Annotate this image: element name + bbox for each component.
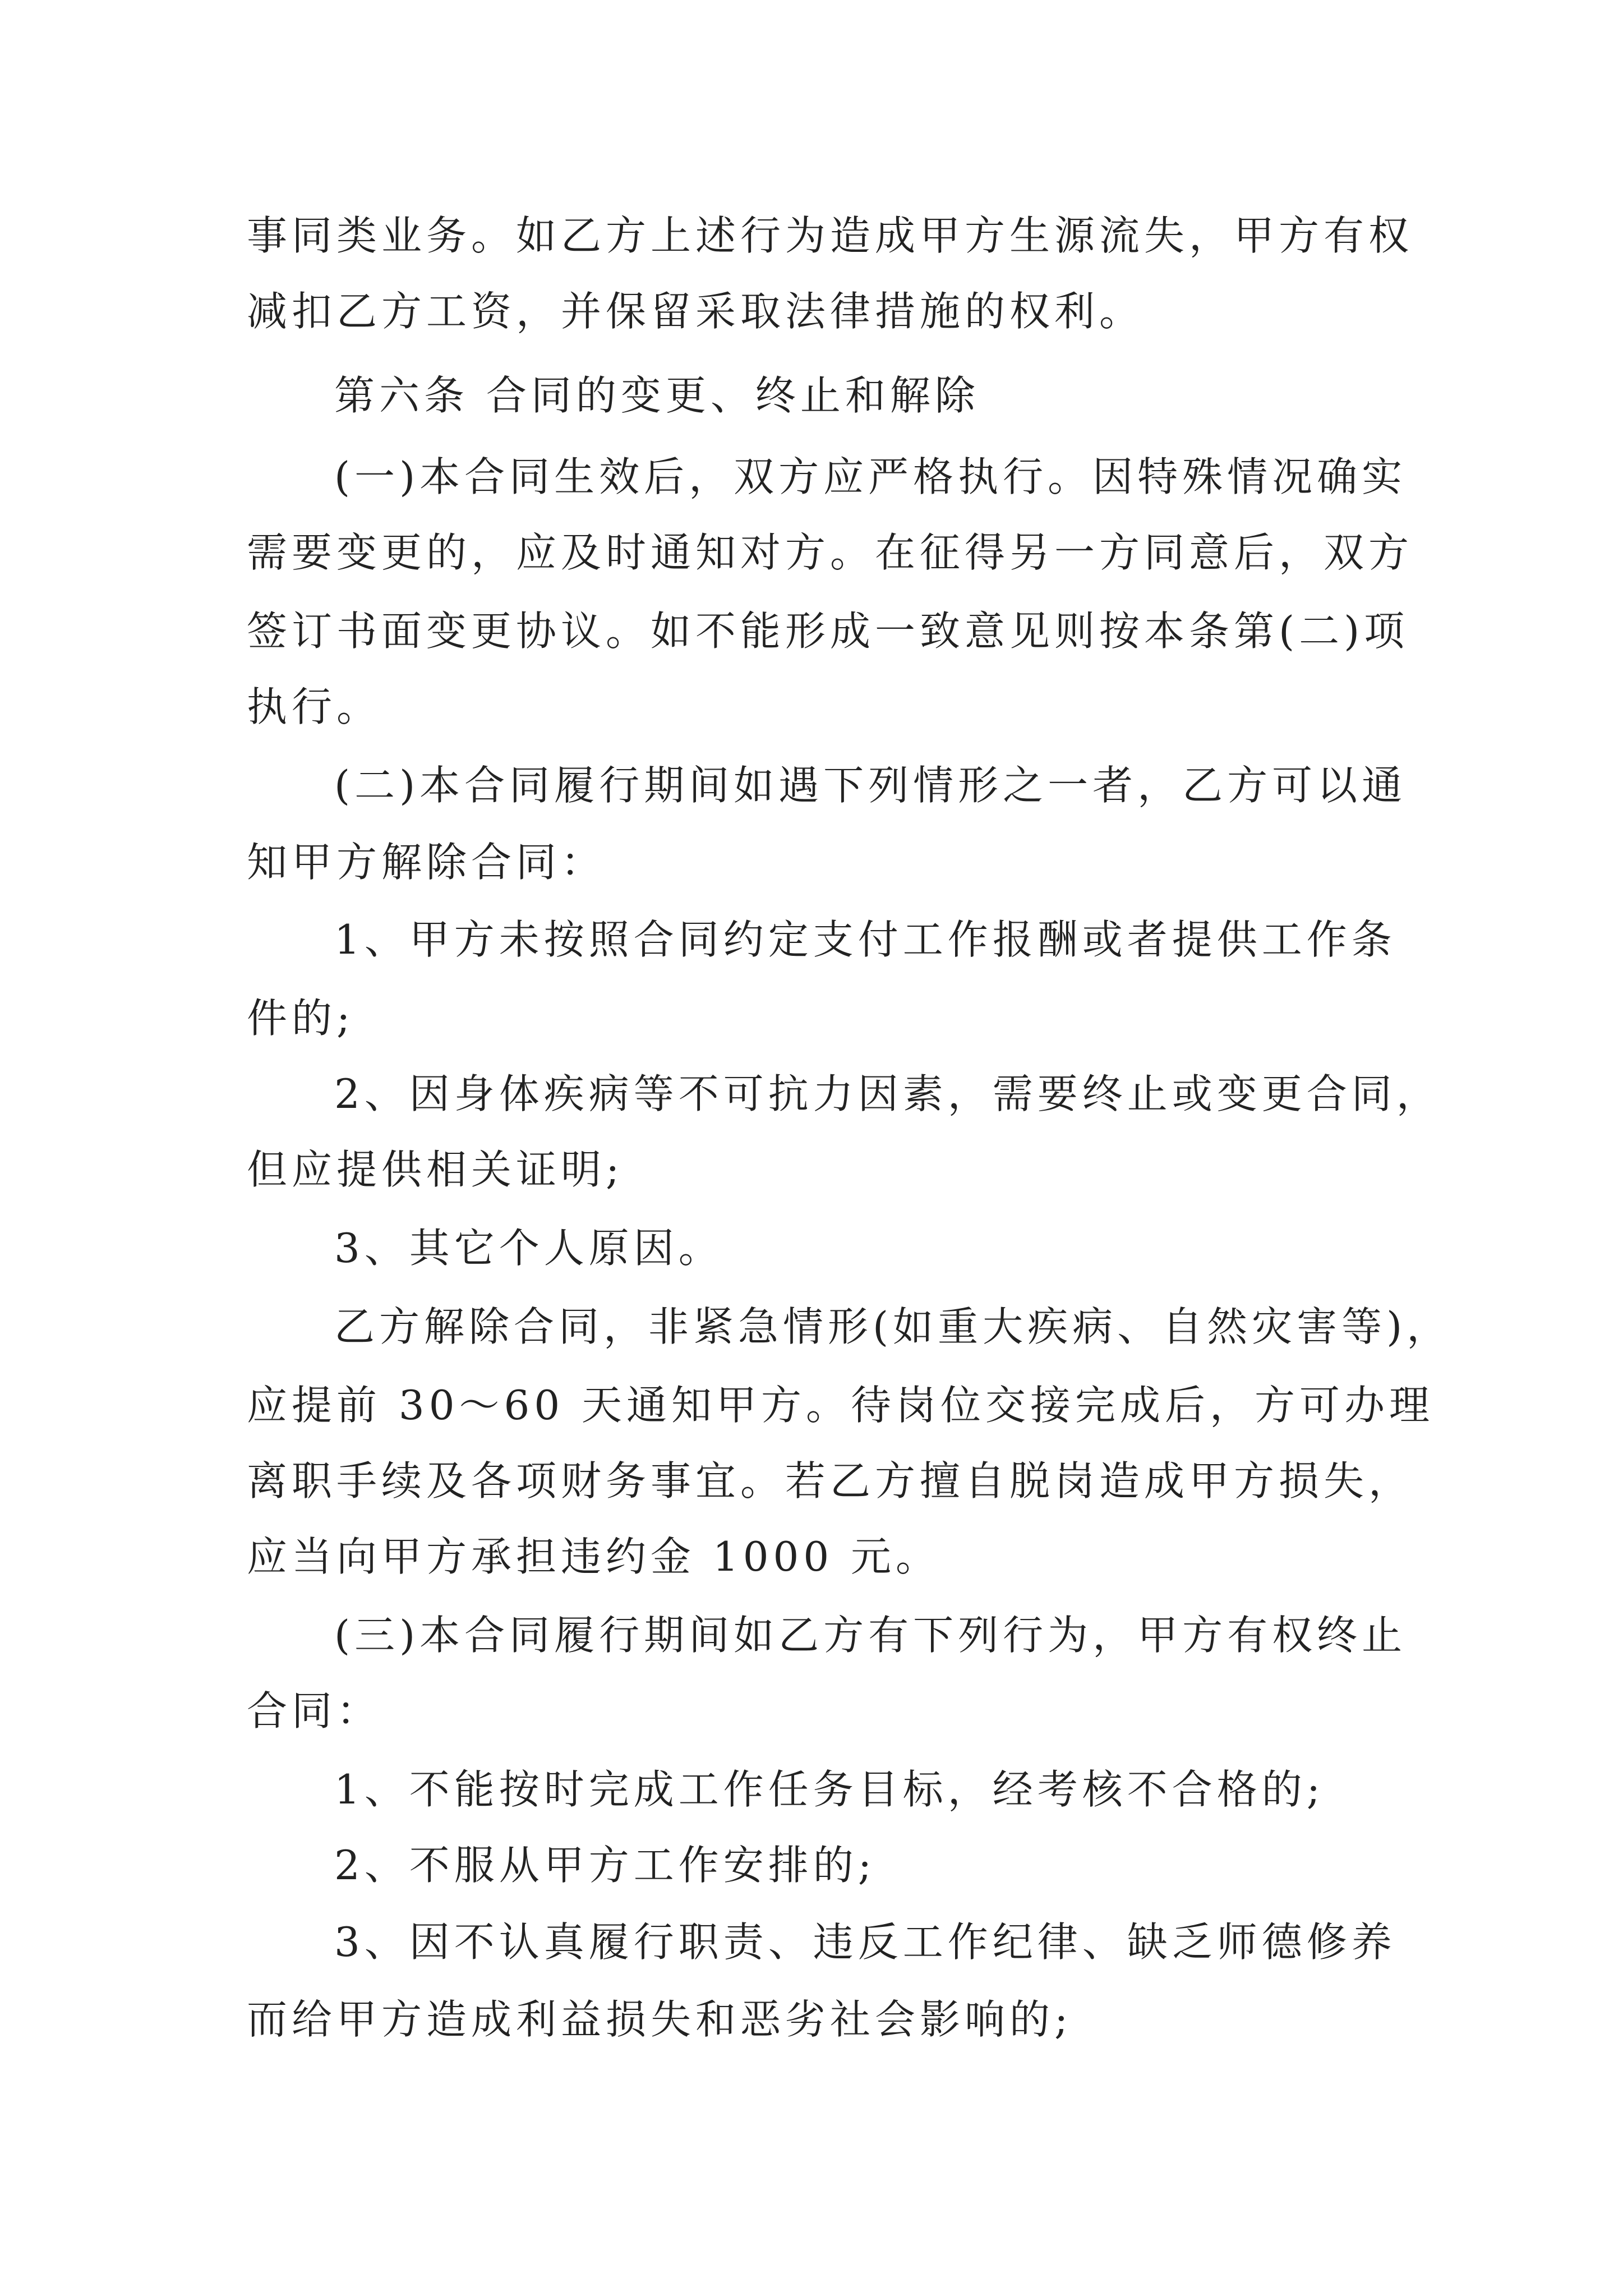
text-line: 合同：	[247, 1687, 382, 1734]
text-line: 2、因身体疾病等不可抗力因素，需要终止或变更合同，	[334, 1070, 1441, 1117]
text-line: (二)本合同履行期间如遇下列情形之一者，乙方可以通	[334, 762, 1407, 809]
text-line: 2、不服从甲方工作安排的;	[334, 1842, 877, 1889]
text-line: 1、不能按时完成工作任务目标，经考核不合格的;	[334, 1766, 1325, 1813]
text-line: 执行。	[247, 683, 382, 730]
text-line: 签订书面变更协议。如不能形成一致意见则按本条第(二)项	[247, 608, 1409, 655]
text-line: 乙方解除合同，非紧急情形(如重大疾病、自然灾害等)，	[334, 1303, 1452, 1350]
text-line: 3、因不认真履行职责、违反工作纪律、缺乏师德修养	[334, 1918, 1396, 1966]
text-line: (一)本合同生效后，双方应严格执行。因特殊情况确实	[334, 453, 1407, 500]
text-line: 知甲方解除合同：	[247, 839, 606, 886]
text-line: 离职手续及各项财务事宜。若乙方擅自脱岗造成甲方损失，	[247, 1457, 1414, 1504]
text-line: (三)本合同履行期间如乙方有下列行为，甲方有权终止	[334, 1612, 1407, 1659]
text-line: 但应提供相关证明;	[247, 1146, 624, 1193]
text-line: 需要变更的，应及时通知对方。在征得另一方同意后，双方	[247, 529, 1414, 576]
text-line: 应当向甲方承担违约金 1000 元。	[247, 1533, 941, 1580]
text-line: 减扣乙方工资，并保留采取法律措施的权利。	[247, 288, 1145, 335]
text-line: 事同类业务。如乙方上述行为造成甲方生源流失，甲方有权	[247, 212, 1414, 259]
section-heading: 第六条 合同的变更、终止和解除	[334, 372, 980, 419]
text-line: 1、甲方未按照合同约定支付工作报酬或者提供工作条	[334, 916, 1396, 963]
text-line: 而给甲方造成利益损失和恶劣社会影响的;	[247, 1996, 1073, 2043]
text-line: 应提前 30～60 天通知甲方。待岗位交接完成后，方可办理	[247, 1382, 1435, 1429]
text-line: 件的;	[247, 995, 355, 1042]
text-line: 3、其它个人原因。	[334, 1225, 723, 1272]
